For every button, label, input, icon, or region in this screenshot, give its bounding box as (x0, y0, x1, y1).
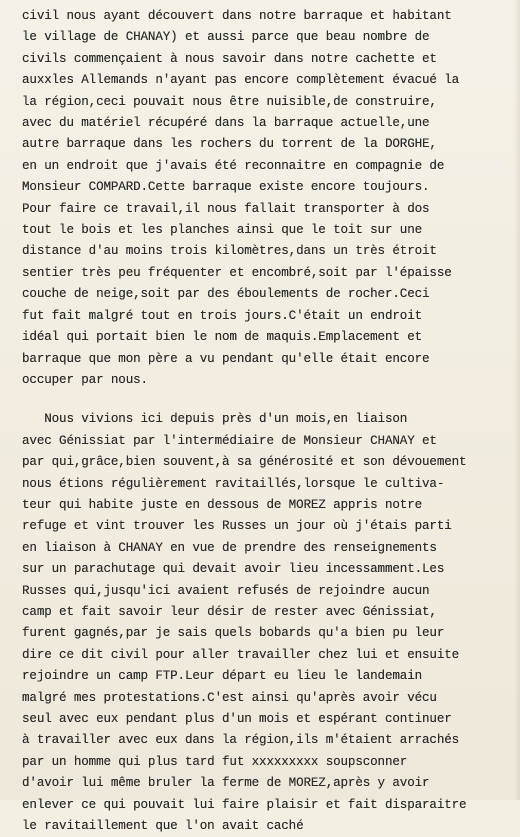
text-line: le village de CHANAY) et aussi parce que beau nombre de (22, 30, 430, 45)
text-line: la région,ceci pouvait nous être nuisible,de construire, (22, 94, 437, 109)
text-line: à travailler avec eux dans la région,ils m'étaient arrachés (22, 733, 460, 748)
text-line: sur un parachutage qui devait avoir lieu incessamment.Les (22, 562, 445, 577)
text-line: barraque que mon père a vu pendant qu'elle était encore (22, 351, 430, 366)
text-line: civil nous ayant découvert dans notre barraque et habitant (22, 9, 452, 23)
paragraph-1 (22, 6, 512, 391)
text-line: couche de neige,soit par des éboulements de rocher.Ceci (22, 287, 430, 302)
text-line: d'avoir lui même bruler la ferme de MOREZ,après y avoir (22, 776, 430, 791)
text-line: par un homme qui plus tard fut xxxxxxxxx soupsconner (22, 754, 408, 769)
text-line: dire ce dit civil pour aller travailler chez lui et ensuite (22, 647, 460, 662)
text-line: le ravitaillement que l'on avait caché (22, 819, 304, 834)
paragraph-2 (22, 409, 512, 837)
text-line: teur qui habite juste en dessous de MOREZ appris notre (22, 497, 423, 512)
text-line: malgré mes protestations.C'est ainsi qu'après avoir vécu (22, 690, 437, 705)
text-line: fut fait malgré tout en trois jours.C'était un endroit (22, 308, 423, 323)
text-line: sentier très peu fréquenter et encombré,soit par l'épaisse (22, 265, 452, 280)
text-line: enlever ce qui pouvait lui faire plaisir et fait disparaitre (22, 797, 467, 812)
text-line: Nous vivions ici depuis près d'un mois,en liaison (22, 412, 408, 427)
text-line: civils commençaient à nous savoir dans notre cachette et (22, 51, 437, 66)
text-line: furent gagnés,par je sais quels bobards qu'a bien pu leur (22, 626, 445, 641)
text-line: nous étions régulièrement ravitaillés,lorsque le cultiva- (22, 476, 445, 491)
text-line: idéal qui portait bien le nom de maquis.Emplacement et (22, 330, 423, 345)
text-line: en liaison à CHANAY en vue de prendre des renseignements (22, 540, 437, 555)
text-line: camp et fait savoir leur désir de rester avec Génissiat, (22, 604, 437, 619)
text-line: tout le bois et les planches ainsi que le toit sur une (22, 223, 423, 238)
text-line: par qui,grâce,bien souvent,à sa générosité et son dévouement (22, 455, 467, 470)
text-line: refuge et vint trouver les Russes un jour où j'étais parti (22, 519, 452, 534)
text-line: distance d'au moins trois kilomètres,dans un très étroit (22, 244, 437, 259)
text-line: auxxles Allemands n'ayant pas encore complètement évacué la (22, 73, 460, 88)
text-line: occuper par nous. (22, 372, 148, 387)
text-line: Pour faire ce travail,il nous fallait transporter à dos (22, 201, 430, 216)
text-line: en un endroit que j'avais été reconnaitre en compagnie de (22, 158, 445, 173)
text-line: avec Génissiat par l'intermédiaire de Monsieur CHANAY et (22, 433, 437, 448)
text-line: Monsieur COMPARD.Cette barraque existe encore toujours. (22, 180, 430, 195)
text-line: rejoindre un camp FTP.Leur départ eu lieu le landemain (22, 669, 423, 684)
text-line: seul avec eux pendant plus d'un mois et espérant continuer (22, 712, 452, 726)
paragraph-gap (22, 391, 512, 409)
text-line: autre barraque dans les rochers du torrent de la DORGHE, (22, 137, 437, 152)
text-line: avec du matériel récupéré dans la barraque actuelle,une (22, 116, 430, 131)
text-line: Russes qui,jusqu'ici avaient refusés de rejoindre aucun (22, 583, 430, 598)
